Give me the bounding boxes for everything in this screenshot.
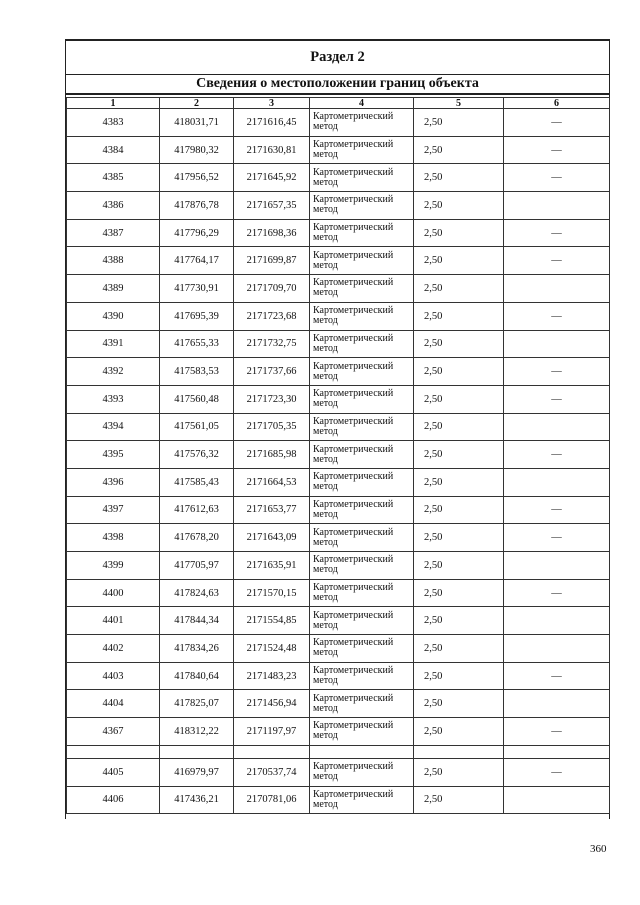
table-row (67, 468, 610, 496)
cell-coord-y: 2171456,94 (234, 690, 310, 718)
boundary-points-table (66, 97, 610, 814)
cell-point-number: 4401 (67, 607, 160, 635)
cell-note (504, 690, 610, 718)
cell-coord-x: 417705,97 (160, 552, 234, 580)
cell-point-number: 4390 (67, 302, 160, 330)
cell-method: Картометрический метод (310, 579, 414, 607)
cell-coord-x: 418312,22 (160, 718, 234, 746)
cell-accuracy: 2,50 (414, 302, 504, 330)
cell-note: — (504, 579, 610, 607)
cell-coord-y: 2171732,75 (234, 330, 310, 358)
cell-accuracy: 2,50 (414, 385, 504, 413)
cell-accuracy: 2,50 (414, 786, 504, 814)
cell-coord-x: 417695,39 (160, 302, 234, 330)
cell-method: Картометрический метод (310, 718, 414, 746)
cell-accuracy: 2,50 (414, 358, 504, 386)
cell-accuracy: 2,50 (414, 607, 504, 635)
column-header: 1 (67, 98, 160, 109)
cell-coord-x: 417980,32 (160, 136, 234, 164)
cell-method: Картометрический метод (310, 441, 414, 469)
cell-coord-y: 2170781,06 (234, 786, 310, 814)
table-row (67, 579, 610, 607)
cell-coord-y: 2171705,35 (234, 413, 310, 441)
separator-row (67, 745, 610, 758)
cell-coord-x: 417956,52 (160, 164, 234, 192)
cell-method: Картометрический метод (310, 690, 414, 718)
cell-coord-y: 2171709,70 (234, 275, 310, 303)
cell-point-number: 4402 (67, 635, 160, 663)
cell-coord-y: 2171524,48 (234, 635, 310, 663)
cell-note: — (504, 136, 610, 164)
cell-accuracy: 2,50 (414, 164, 504, 192)
cell-coord-x: 417655,33 (160, 330, 234, 358)
column-header: 4 (310, 98, 414, 109)
cell-point-number: 4387 (67, 219, 160, 247)
cell-accuracy: 2,50 (414, 552, 504, 580)
cell-note: — (504, 496, 610, 524)
cell-note (504, 552, 610, 580)
cell-coord-y: 2170537,74 (234, 758, 310, 786)
cell-coord-x: 417730,91 (160, 275, 234, 303)
cell-coord-y: 2171645,92 (234, 164, 310, 192)
cell-method: Картометрический метод (310, 219, 414, 247)
cell-point-number: 4403 (67, 662, 160, 690)
cell-coord-y: 2171197,97 (234, 718, 310, 746)
cell-method: Картометрический метод (310, 413, 414, 441)
column-header: 6 (504, 98, 610, 109)
cell-point-number: 4400 (67, 579, 160, 607)
cell-note (504, 275, 610, 303)
cell-point-number: 4393 (67, 385, 160, 413)
cell-method: Картометрический метод (310, 275, 414, 303)
cell-note: — (504, 662, 610, 690)
cell-point-number: 4394 (67, 413, 160, 441)
cell-accuracy: 2,50 (414, 109, 504, 137)
cell-accuracy: 2,50 (414, 662, 504, 690)
table-row (67, 247, 610, 275)
cell-coord-x: 417825,07 (160, 690, 234, 718)
cell-accuracy: 2,50 (414, 635, 504, 663)
cell-point-number: 4395 (67, 441, 160, 469)
cell-coord-x: 417612,63 (160, 496, 234, 524)
cell-method: Картометрический метод (310, 302, 414, 330)
table-row (67, 635, 610, 663)
column-header: 3 (234, 98, 310, 109)
cell-accuracy: 2,50 (414, 275, 504, 303)
cell-coord-y: 2171653,77 (234, 496, 310, 524)
cell-coord-y: 2171685,98 (234, 441, 310, 469)
table-row (67, 718, 610, 746)
cell-accuracy: 2,50 (414, 718, 504, 746)
column-number-row (67, 98, 610, 109)
cell-accuracy: 2,50 (414, 136, 504, 164)
cell-method: Картометрический метод (310, 385, 414, 413)
cell-note: — (504, 164, 610, 192)
cell-accuracy: 2,50 (414, 579, 504, 607)
cell-accuracy: 2,50 (414, 219, 504, 247)
cell-coord-x: 417876,78 (160, 192, 234, 220)
cell-method: Картометрический метод (310, 607, 414, 635)
cell-note: — (504, 524, 610, 552)
table-row (67, 302, 610, 330)
cell-point-number: 4398 (67, 524, 160, 552)
cell-coord-y: 2171657,35 (234, 192, 310, 220)
cell-coord-x: 417436,21 (160, 786, 234, 814)
cell-coord-y: 2171570,15 (234, 579, 310, 607)
cell-method: Картометрический метод (310, 662, 414, 690)
cell-coord-x: 416979,97 (160, 758, 234, 786)
cell-accuracy: 2,50 (414, 690, 504, 718)
cell-point-number: 4388 (67, 247, 160, 275)
cell-accuracy: 2,50 (414, 330, 504, 358)
cell-method: Картометрический метод (310, 330, 414, 358)
cell-note (504, 330, 610, 358)
cell-note: — (504, 385, 610, 413)
cell-coord-x: 417844,34 (160, 607, 234, 635)
cell-accuracy: 2,50 (414, 413, 504, 441)
cell-accuracy: 2,50 (414, 441, 504, 469)
cell-method: Картометрический метод (310, 786, 414, 814)
cell-coord-x: 417840,64 (160, 662, 234, 690)
cell-point-number: 4397 (67, 496, 160, 524)
cell-note (504, 192, 610, 220)
table-body (67, 109, 610, 814)
table-row (67, 441, 610, 469)
cell-method: Картометрический метод (310, 247, 414, 275)
cell-note: — (504, 109, 610, 137)
cell-method: Картометрический метод (310, 758, 414, 786)
cell-note (504, 635, 610, 663)
cell-accuracy: 2,50 (414, 524, 504, 552)
cell-coord-x: 417796,29 (160, 219, 234, 247)
cell-coord-y: 2171699,87 (234, 247, 310, 275)
table-row (67, 192, 610, 220)
cell-point-number: 4392 (67, 358, 160, 386)
cell-method: Картометрический метод (310, 109, 414, 137)
cell-coord-y: 2171737,66 (234, 358, 310, 386)
cell-point-number: 4399 (67, 552, 160, 580)
cell-point-number: 4391 (67, 330, 160, 358)
cell-coord-y: 2171643,09 (234, 524, 310, 552)
table-row (67, 385, 610, 413)
cell-accuracy: 2,50 (414, 496, 504, 524)
table-row (67, 413, 610, 441)
cell-point-number: 4367 (67, 718, 160, 746)
cell-coord-x: 417834,26 (160, 635, 234, 663)
table-row (67, 758, 610, 786)
table-title: Сведения о местоположении границ объекта (66, 75, 609, 95)
cell-method: Картометрический метод (310, 468, 414, 496)
cell-point-number: 4396 (67, 468, 160, 496)
table-row (67, 524, 610, 552)
cell-point-number: 4386 (67, 192, 160, 220)
cell-point-number: 4389 (67, 275, 160, 303)
table-row (67, 275, 610, 303)
cell-coord-x: 417824,63 (160, 579, 234, 607)
cell-coord-x: 417576,32 (160, 441, 234, 469)
cell-coord-x: 417583,53 (160, 358, 234, 386)
cell-note (504, 607, 610, 635)
page-number: 360 (590, 843, 607, 855)
cell-method: Картометрический метод (310, 552, 414, 580)
cell-method: Картометрический метод (310, 635, 414, 663)
cell-method: Картометрический метод (310, 524, 414, 552)
column-header: 2 (160, 98, 234, 109)
cell-coord-y: 2171483,23 (234, 662, 310, 690)
cell-method: Картометрический метод (310, 136, 414, 164)
cell-coord-y: 2171554,85 (234, 607, 310, 635)
cell-point-number: 4404 (67, 690, 160, 718)
cell-method: Картометрический метод (310, 358, 414, 386)
cell-coord-x: 417678,20 (160, 524, 234, 552)
table-row (67, 109, 610, 137)
cell-coord-x: 418031,71 (160, 109, 234, 137)
table-row (67, 552, 610, 580)
cell-note: — (504, 219, 610, 247)
cell-coord-y: 2171723,68 (234, 302, 310, 330)
cell-point-number: 4384 (67, 136, 160, 164)
cell-point-number: 4383 (67, 109, 160, 137)
cell-note: — (504, 718, 610, 746)
cell-coord-x: 417585,43 (160, 468, 234, 496)
cell-accuracy: 2,50 (414, 468, 504, 496)
document-frame (65, 39, 610, 819)
cell-method: Картометрический метод (310, 164, 414, 192)
cell-coord-y: 2171616,45 (234, 109, 310, 137)
cell-coord-x: 417561,05 (160, 413, 234, 441)
table-row (67, 496, 610, 524)
cell-coord-y: 2171698,36 (234, 219, 310, 247)
cell-accuracy: 2,50 (414, 192, 504, 220)
cell-accuracy: 2,50 (414, 758, 504, 786)
table-row (67, 358, 610, 386)
cell-point-number: 4406 (67, 786, 160, 814)
cell-point-number: 4405 (67, 758, 160, 786)
column-header: 5 (414, 98, 504, 109)
table-row (67, 786, 610, 814)
cell-note (504, 413, 610, 441)
table-row (67, 662, 610, 690)
table-row (67, 164, 610, 192)
table-row (67, 219, 610, 247)
cell-note: — (504, 441, 610, 469)
cell-method: Картометрический метод (310, 192, 414, 220)
table-row (67, 330, 610, 358)
table-row (67, 136, 610, 164)
cell-note: — (504, 758, 610, 786)
cell-coord-y: 2171664,53 (234, 468, 310, 496)
cell-note: — (504, 302, 610, 330)
cell-point-number: 4385 (67, 164, 160, 192)
cell-coord-y: 2171723,30 (234, 385, 310, 413)
cell-coord-x: 417764,17 (160, 247, 234, 275)
cell-method: Картометрический метод (310, 496, 414, 524)
cell-note (504, 786, 610, 814)
cell-coord-x: 417560,48 (160, 385, 234, 413)
cell-coord-y: 2171635,91 (234, 552, 310, 580)
cell-note (504, 468, 610, 496)
cell-accuracy: 2,50 (414, 247, 504, 275)
table-row (67, 607, 610, 635)
section-title: Раздел 2 (66, 41, 609, 75)
cell-note: — (504, 358, 610, 386)
table-row (67, 690, 610, 718)
cell-coord-y: 2171630,81 (234, 136, 310, 164)
cell-note: — (504, 247, 610, 275)
